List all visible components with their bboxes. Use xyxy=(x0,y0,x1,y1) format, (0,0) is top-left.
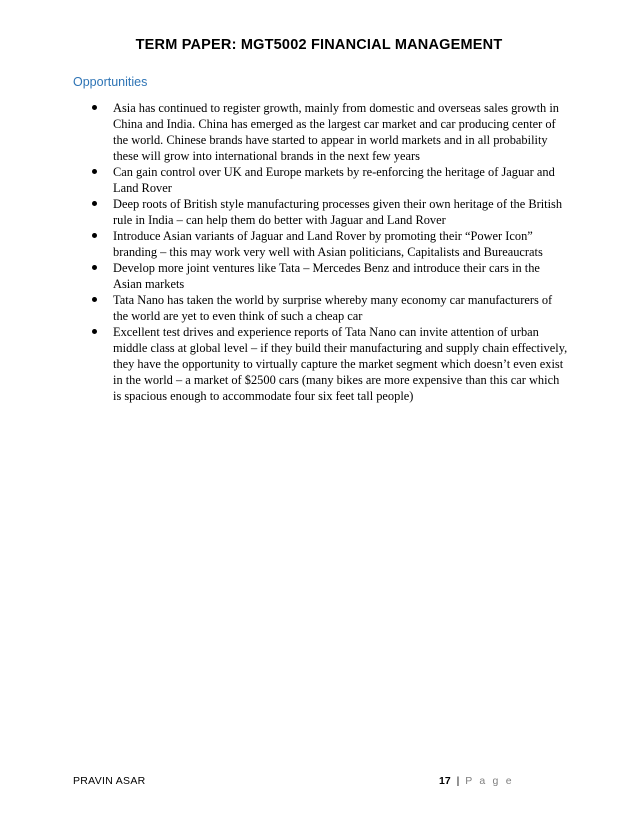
list-item-text: Excellent test drives and experience reports of Tata Nano can invite attention of urban middle class at global level – if they build their manufacturing and supply chain effectively, they have the opportunity to virtually capture the market segment which doesn’t even exist in the world – a market of $2500 cars (many bikes are more expensive than this car which is spacious enough to accommodate four six feet tall people) xyxy=(113,325,568,403)
page-footer xyxy=(73,775,565,791)
bullet-icon xyxy=(92,297,97,302)
list-item xyxy=(90,292,568,324)
list-item xyxy=(90,196,568,228)
list-item xyxy=(90,324,568,404)
bullet-icon xyxy=(92,169,97,174)
bullet-icon xyxy=(92,265,97,270)
bullet-icon xyxy=(92,329,97,334)
footer-author: PRAVIN ASAR xyxy=(73,775,146,787)
section-heading: Opportunities xyxy=(73,75,148,89)
bullet-icon xyxy=(92,201,97,206)
page-header-title: TERM PAPER: MGT5002 FINANCIAL MANAGEMENT xyxy=(135,37,503,53)
bullet-icon xyxy=(92,105,97,110)
list-item-text: Introduce Asian variants of Jaguar and Land Rover by promoting their “Power Icon” branding – this may work very well with Asian politicians, Capitalists and Bureaucrats xyxy=(113,229,543,259)
list-item-text: Deep roots of British style manufacturing processes given their own heritage of the British rule in India – can help them do better with Jaguar and Land Rover xyxy=(113,197,563,227)
footer-page-indicator xyxy=(439,775,514,787)
list-item-text: Develop more joint ventures like Tata – Mercedes Benz and introduce their cars in the Asian markets xyxy=(113,261,540,291)
bullet-list xyxy=(90,100,568,404)
list-item xyxy=(90,100,568,164)
list-item xyxy=(90,260,568,292)
bullet-icon xyxy=(92,233,97,238)
list-item-text: Can gain control over UK and Europe markets by re-enforcing the heritage of Jaguar and Land Rover xyxy=(113,165,555,195)
page-label: P a g e xyxy=(465,775,514,787)
list-item xyxy=(90,228,568,260)
list-item-text: Asia has continued to register growth, mainly from domestic and overseas sales growth in China and India. China has emerged as the largest car market and car producing center of the world. Chinese brands have started to appear in world markets and in all probability these will grow into international brands in the next few years xyxy=(113,101,559,163)
footer-separator: | xyxy=(456,775,460,787)
page-number: 17 xyxy=(439,775,451,787)
list-item xyxy=(90,164,568,196)
list-item-text: Tata Nano has taken the world by surprise whereby many economy car manufacturers of the world are yet to even think of such a cheap car xyxy=(113,293,553,323)
